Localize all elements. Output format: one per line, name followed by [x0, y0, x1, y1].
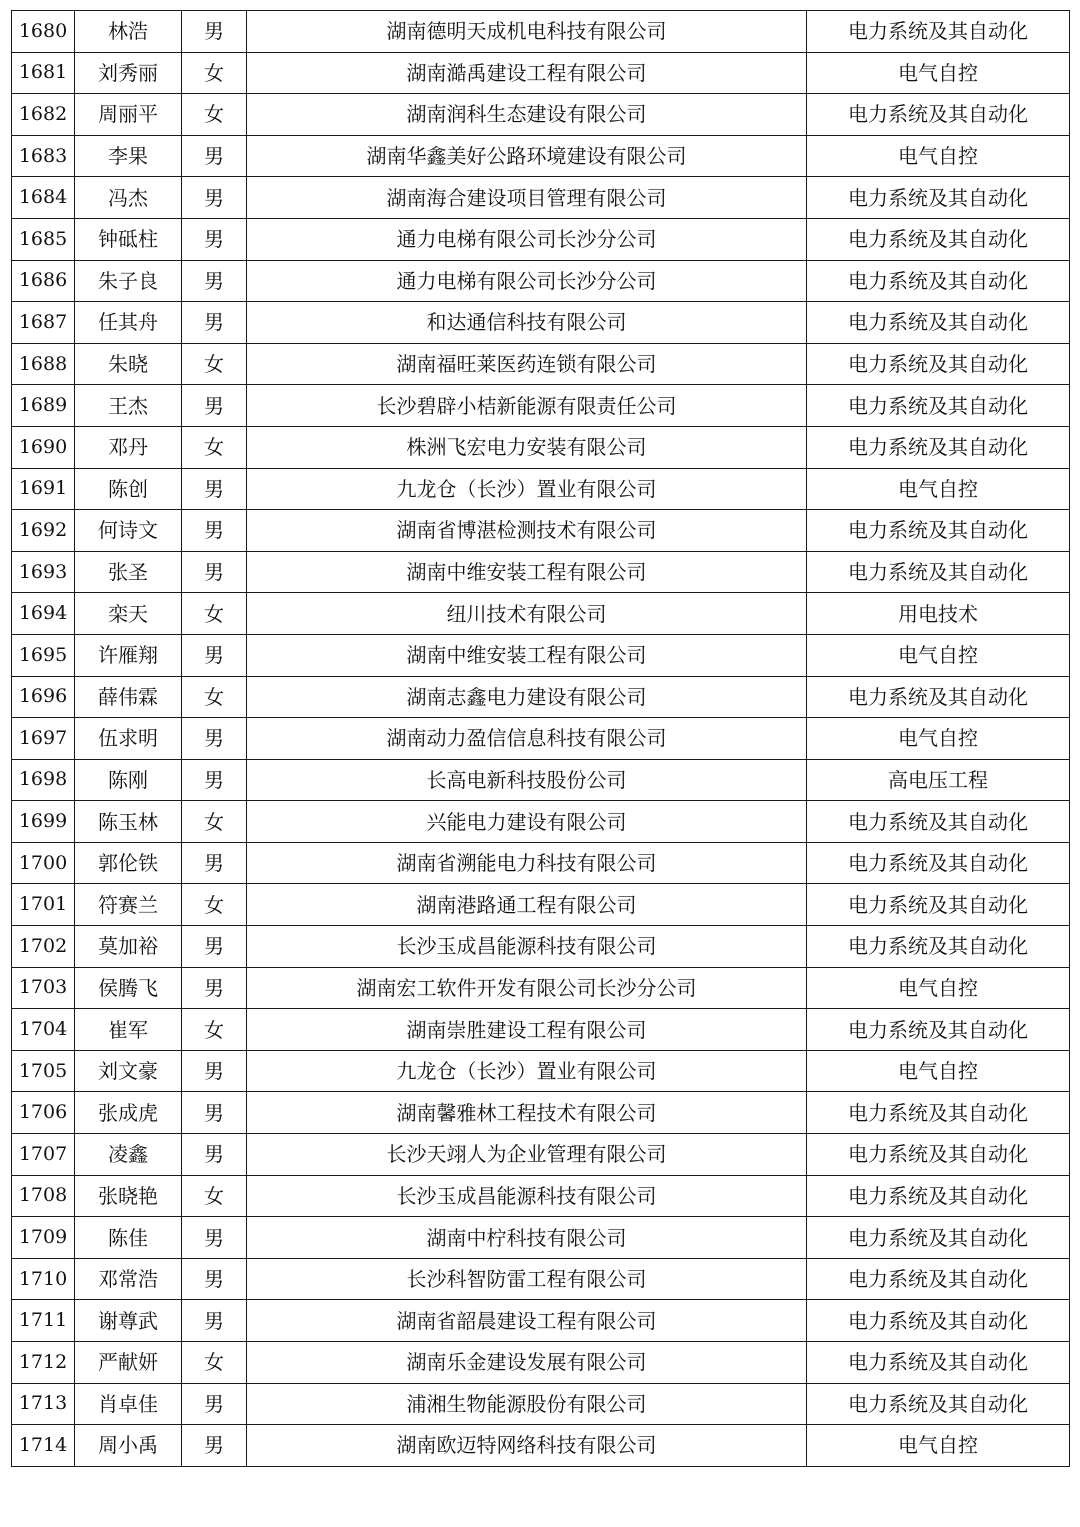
major-cell: 电气自控	[807, 52, 1070, 94]
serial-number-cell: 1707	[12, 1134, 75, 1176]
gender-cell: 男	[182, 135, 247, 177]
major-cell: 电力系统及其自动化	[807, 1217, 1070, 1259]
gender-cell: 男	[182, 759, 247, 801]
gender-cell: 男	[182, 1258, 247, 1300]
company-cell: 长沙玉成昌能源科技有限公司	[247, 926, 807, 968]
gender-cell: 男	[182, 967, 247, 1009]
company-cell: 湖南澔禹建设工程有限公司	[247, 52, 807, 94]
company-cell: 湖南华鑫美好公路环境建设有限公司	[247, 135, 807, 177]
name-cell: 邓丹	[75, 426, 182, 468]
table-row	[12, 593, 1070, 635]
gender-cell: 男	[182, 842, 247, 884]
table-row	[12, 1258, 1070, 1300]
major-cell: 用电技术	[807, 593, 1070, 635]
name-cell: 崔军	[75, 1009, 182, 1051]
gender-cell: 男	[182, 1425, 247, 1467]
company-cell: 九龙仓（长沙）置业有限公司	[247, 1050, 807, 1092]
table-row	[12, 1050, 1070, 1092]
serial-number-cell: 1687	[12, 302, 75, 344]
table-row	[12, 343, 1070, 385]
serial-number-cell: 1705	[12, 1050, 75, 1092]
serial-number-cell: 1704	[12, 1009, 75, 1051]
name-cell: 莫加裕	[75, 926, 182, 968]
gender-cell: 男	[182, 260, 247, 302]
table-row	[12, 177, 1070, 219]
gender-cell: 男	[182, 1300, 247, 1342]
serial-number-cell: 1682	[12, 94, 75, 136]
table-row	[12, 385, 1070, 427]
name-cell: 刘秀丽	[75, 52, 182, 94]
gender-cell: 男	[182, 510, 247, 552]
table-row	[12, 52, 1070, 94]
company-cell: 湖南馨雅林工程技术有限公司	[247, 1092, 807, 1134]
serial-number-cell: 1699	[12, 801, 75, 843]
major-cell: 电力系统及其自动化	[807, 218, 1070, 260]
major-cell: 电力系统及其自动化	[807, 1383, 1070, 1425]
gender-cell: 女	[182, 94, 247, 136]
serial-number-cell: 1712	[12, 1342, 75, 1384]
table-row	[12, 759, 1070, 801]
gender-cell: 女	[182, 884, 247, 926]
table-row	[12, 884, 1070, 926]
table-row	[12, 426, 1070, 468]
gender-cell: 男	[182, 385, 247, 427]
gender-cell: 男	[182, 177, 247, 219]
name-cell: 陈玉林	[75, 801, 182, 843]
name-cell: 符赛兰	[75, 884, 182, 926]
gender-cell: 女	[182, 676, 247, 718]
table-row	[12, 1217, 1070, 1259]
gender-cell: 男	[182, 1092, 247, 1134]
major-cell: 电力系统及其自动化	[807, 94, 1070, 136]
company-cell: 湖南海合建设项目管理有限公司	[247, 177, 807, 219]
major-cell: 电气自控	[807, 468, 1070, 510]
gender-cell: 女	[182, 593, 247, 635]
table-row	[12, 801, 1070, 843]
gender-cell: 女	[182, 1342, 247, 1384]
table-row	[12, 135, 1070, 177]
major-cell: 电力系统及其自动化	[807, 385, 1070, 427]
serial-number-cell: 1685	[12, 218, 75, 260]
company-cell: 湖南福旺莱医药连锁有限公司	[247, 343, 807, 385]
table-row	[12, 260, 1070, 302]
major-cell: 电力系统及其自动化	[807, 260, 1070, 302]
company-cell: 湖南省溯能电力科技有限公司	[247, 842, 807, 884]
serial-number-cell: 1708	[12, 1175, 75, 1217]
name-cell: 栾天	[75, 593, 182, 635]
major-cell: 电力系统及其自动化	[807, 926, 1070, 968]
serial-number-cell: 1686	[12, 260, 75, 302]
company-cell: 湖南润科生态建设有限公司	[247, 94, 807, 136]
name-cell: 钟砥柱	[75, 218, 182, 260]
major-cell: 电力系统及其自动化	[807, 302, 1070, 344]
gender-cell: 男	[182, 302, 247, 344]
major-cell: 电力系统及其自动化	[807, 1134, 1070, 1176]
serial-number-cell: 1681	[12, 52, 75, 94]
table-row	[12, 218, 1070, 260]
major-cell: 电力系统及其自动化	[807, 1300, 1070, 1342]
table-row	[12, 1092, 1070, 1134]
name-cell: 冯杰	[75, 177, 182, 219]
major-cell: 高电压工程	[807, 759, 1070, 801]
serial-number-cell: 1696	[12, 676, 75, 718]
serial-number-cell: 1691	[12, 468, 75, 510]
company-cell: 湖南动力盈信信息科技有限公司	[247, 718, 807, 760]
serial-number-cell: 1711	[12, 1300, 75, 1342]
major-cell: 电力系统及其自动化	[807, 11, 1070, 53]
gender-cell: 女	[182, 52, 247, 94]
table-row	[12, 468, 1070, 510]
company-cell: 湖南港路通工程有限公司	[247, 884, 807, 926]
name-cell: 陈刚	[75, 759, 182, 801]
company-cell: 湖南宏工软件开发有限公司长沙分公司	[247, 967, 807, 1009]
major-cell: 电力系统及其自动化	[807, 1258, 1070, 1300]
table-row	[12, 11, 1070, 53]
name-cell: 张圣	[75, 551, 182, 593]
company-cell: 湖南中柠科技有限公司	[247, 1217, 807, 1259]
gender-cell: 男	[182, 634, 247, 676]
serial-number-cell: 1688	[12, 343, 75, 385]
company-cell: 通力电梯有限公司长沙分公司	[247, 218, 807, 260]
table-row	[12, 634, 1070, 676]
name-cell: 周丽平	[75, 94, 182, 136]
roster-table	[11, 10, 1070, 1467]
serial-number-cell: 1702	[12, 926, 75, 968]
serial-number-cell: 1714	[12, 1425, 75, 1467]
gender-cell: 女	[182, 1175, 247, 1217]
major-cell: 电力系统及其自动化	[807, 884, 1070, 926]
table-row	[12, 94, 1070, 136]
major-cell: 电气自控	[807, 967, 1070, 1009]
table-row	[12, 676, 1070, 718]
serial-number-cell: 1700	[12, 842, 75, 884]
company-cell: 湖南中维安装工程有限公司	[247, 551, 807, 593]
serial-number-cell: 1706	[12, 1092, 75, 1134]
table-row	[12, 967, 1070, 1009]
serial-number-cell: 1680	[12, 11, 75, 53]
gender-cell: 男	[182, 1217, 247, 1259]
company-cell: 浦湘生物能源股份有限公司	[247, 1383, 807, 1425]
company-cell: 湖南省博湛检测技术有限公司	[247, 510, 807, 552]
major-cell: 电力系统及其自动化	[807, 426, 1070, 468]
company-cell: 纽川技术有限公司	[247, 593, 807, 635]
company-cell: 湖南中维安装工程有限公司	[247, 634, 807, 676]
major-cell: 电力系统及其自动化	[807, 1092, 1070, 1134]
name-cell: 陈佳	[75, 1217, 182, 1259]
name-cell: 林浩	[75, 11, 182, 53]
major-cell: 电气自控	[807, 1050, 1070, 1092]
name-cell: 刘文豪	[75, 1050, 182, 1092]
name-cell: 任其舟	[75, 302, 182, 344]
table-row	[12, 1425, 1070, 1467]
major-cell: 电气自控	[807, 135, 1070, 177]
major-cell: 电力系统及其自动化	[807, 1175, 1070, 1217]
company-cell: 湖南崇胜建设工程有限公司	[247, 1009, 807, 1051]
gender-cell: 女	[182, 1009, 247, 1051]
company-cell: 通力电梯有限公司长沙分公司	[247, 260, 807, 302]
serial-number-cell: 1689	[12, 385, 75, 427]
major-cell: 电气自控	[807, 718, 1070, 760]
serial-number-cell: 1709	[12, 1217, 75, 1259]
name-cell: 郭伦铁	[75, 842, 182, 884]
table-row	[12, 1342, 1070, 1384]
table-row	[12, 1009, 1070, 1051]
major-cell: 电力系统及其自动化	[807, 551, 1070, 593]
gender-cell: 女	[182, 343, 247, 385]
gender-cell: 男	[182, 1383, 247, 1425]
company-cell: 兴能电力建设有限公司	[247, 801, 807, 843]
name-cell: 朱子良	[75, 260, 182, 302]
name-cell: 王杰	[75, 385, 182, 427]
table-row	[12, 1134, 1070, 1176]
company-cell: 和达通信科技有限公司	[247, 302, 807, 344]
company-cell: 长沙天翊人为企业管理有限公司	[247, 1134, 807, 1176]
major-cell: 电力系统及其自动化	[807, 177, 1070, 219]
table-row	[12, 510, 1070, 552]
company-cell: 长沙玉成昌能源科技有限公司	[247, 1175, 807, 1217]
roster-table-body	[12, 11, 1070, 1467]
name-cell: 薛伟霖	[75, 676, 182, 718]
gender-cell: 男	[182, 468, 247, 510]
gender-cell: 男	[182, 1050, 247, 1092]
major-cell: 电力系统及其自动化	[807, 842, 1070, 884]
name-cell: 陈创	[75, 468, 182, 510]
major-cell: 电力系统及其自动化	[807, 343, 1070, 385]
serial-number-cell: 1703	[12, 967, 75, 1009]
name-cell: 凌鑫	[75, 1134, 182, 1176]
name-cell: 侯腾飞	[75, 967, 182, 1009]
table-row	[12, 926, 1070, 968]
table-row	[12, 1300, 1070, 1342]
name-cell: 邓常浩	[75, 1258, 182, 1300]
serial-number-cell: 1693	[12, 551, 75, 593]
serial-number-cell: 1692	[12, 510, 75, 552]
company-cell: 长高电新科技股份公司	[247, 759, 807, 801]
table-row	[12, 302, 1070, 344]
serial-number-cell: 1694	[12, 593, 75, 635]
serial-number-cell: 1713	[12, 1383, 75, 1425]
company-cell: 长沙科智防雷工程有限公司	[247, 1258, 807, 1300]
major-cell: 电气自控	[807, 1425, 1070, 1467]
gender-cell: 男	[182, 11, 247, 53]
serial-number-cell: 1695	[12, 634, 75, 676]
serial-number-cell: 1683	[12, 135, 75, 177]
name-cell: 朱晓	[75, 343, 182, 385]
gender-cell: 男	[182, 718, 247, 760]
gender-cell: 男	[182, 926, 247, 968]
serial-number-cell: 1697	[12, 718, 75, 760]
serial-number-cell: 1698	[12, 759, 75, 801]
name-cell: 严献妍	[75, 1342, 182, 1384]
name-cell: 周小禹	[75, 1425, 182, 1467]
company-cell: 湖南欧迈特网络科技有限公司	[247, 1425, 807, 1467]
name-cell: 张晓艳	[75, 1175, 182, 1217]
serial-number-cell: 1710	[12, 1258, 75, 1300]
name-cell: 许雁翔	[75, 634, 182, 676]
company-cell: 湖南志鑫电力建设有限公司	[247, 676, 807, 718]
name-cell: 李果	[75, 135, 182, 177]
name-cell: 何诗文	[75, 510, 182, 552]
company-cell: 湖南省韶晨建设工程有限公司	[247, 1300, 807, 1342]
table-row	[12, 551, 1070, 593]
company-cell: 株洲飞宏电力安装有限公司	[247, 426, 807, 468]
major-cell: 电力系统及其自动化	[807, 676, 1070, 718]
table-row	[12, 1175, 1070, 1217]
gender-cell: 女	[182, 801, 247, 843]
table-row	[12, 718, 1070, 760]
major-cell: 电力系统及其自动化	[807, 1009, 1070, 1051]
major-cell: 电力系统及其自动化	[807, 1342, 1070, 1384]
serial-number-cell: 1701	[12, 884, 75, 926]
company-cell: 长沙碧辟小桔新能源有限责任公司	[247, 385, 807, 427]
name-cell: 肖卓佳	[75, 1383, 182, 1425]
gender-cell: 女	[182, 426, 247, 468]
name-cell: 张成虎	[75, 1092, 182, 1134]
serial-number-cell: 1684	[12, 177, 75, 219]
gender-cell: 男	[182, 1134, 247, 1176]
company-cell: 湖南乐金建设发展有限公司	[247, 1342, 807, 1384]
table-row	[12, 1383, 1070, 1425]
gender-cell: 男	[182, 551, 247, 593]
name-cell: 伍求明	[75, 718, 182, 760]
gender-cell: 男	[182, 218, 247, 260]
name-cell: 谢尊武	[75, 1300, 182, 1342]
serial-number-cell: 1690	[12, 426, 75, 468]
major-cell: 电力系统及其自动化	[807, 801, 1070, 843]
table-row	[12, 842, 1070, 884]
company-cell: 湖南德明天成机电科技有限公司	[247, 11, 807, 53]
company-cell: 九龙仓（长沙）置业有限公司	[247, 468, 807, 510]
major-cell: 电力系统及其自动化	[807, 510, 1070, 552]
major-cell: 电气自控	[807, 634, 1070, 676]
